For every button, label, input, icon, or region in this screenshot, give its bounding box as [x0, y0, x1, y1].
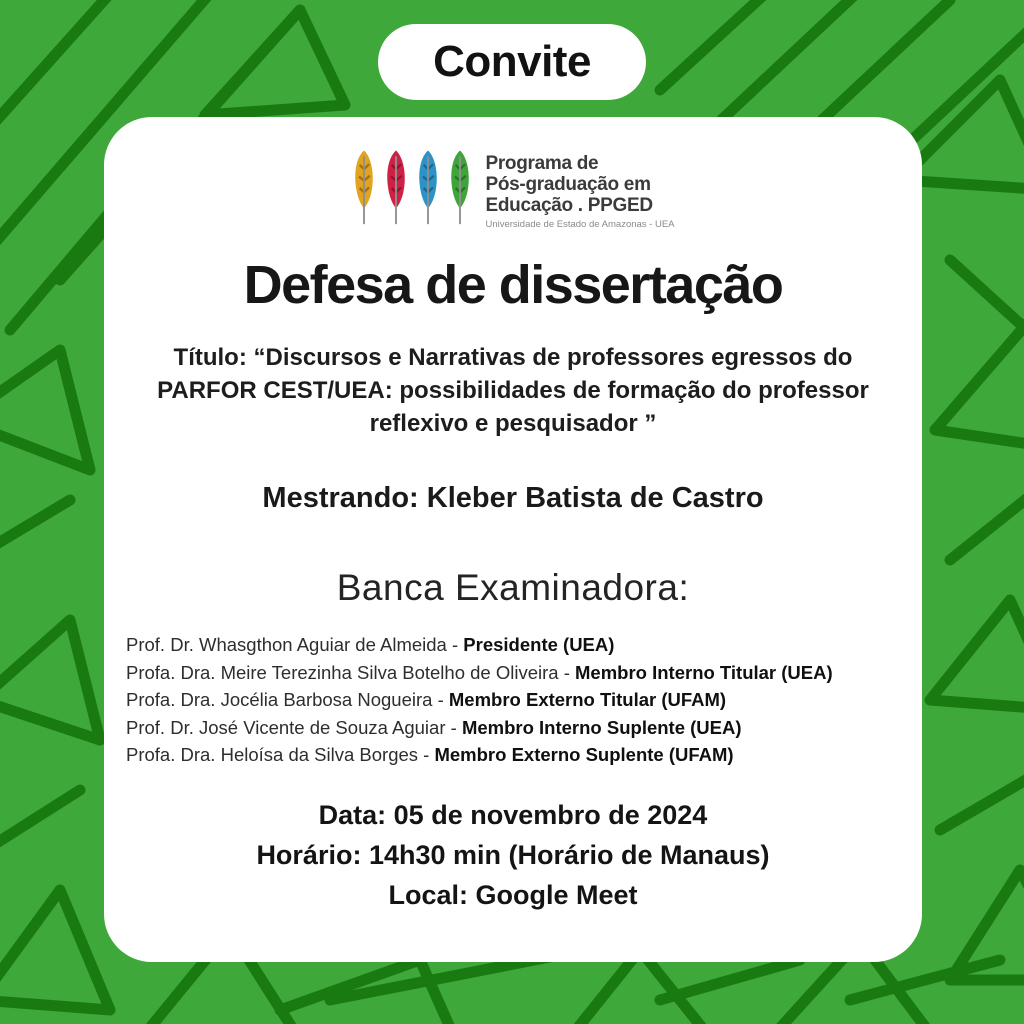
event-time: Horário: 14h30 min (Horário de Manaus): [256, 839, 770, 870]
student-line: Mestrando: Kleber Batista de Castro: [262, 482, 764, 515]
convite-badge-label: Convite: [433, 37, 591, 86]
feather-green-icon: [447, 149, 473, 227]
committee-member: [126, 714, 902, 742]
committee-member: [126, 686, 902, 714]
member-role: Presidente (UEA): [463, 634, 615, 656]
member-role: Membro Interno Suplente (UEA): [461, 716, 742, 738]
committee-member: [126, 659, 902, 687]
program-name: [485, 153, 674, 230]
committee-member: [126, 631, 902, 659]
member-name: Prof. Dr. José Vicente de Souza Aguiar: [126, 716, 446, 738]
member-name: Profa. Dra. Heloísa da Silva Borges: [126, 744, 419, 766]
member-name: Profa. Dra. Meire Terezinha Silva Botelho de Oliveira: [126, 661, 564, 683]
dissertation-title-text: “Discursos e Narrativas de professores egressos do PARFOR CEST/UEA: possibilidades de formação do professor reflexivo e pesquisador ”: [157, 344, 869, 438]
member-separator: -: [450, 716, 457, 738]
convite-badge: [378, 24, 646, 100]
event-location: Local: Google Meet: [388, 879, 638, 910]
committee-member: [126, 741, 902, 769]
event-date: Data: 05 de novembro de 2024: [318, 799, 708, 830]
member-role: Membro Externo Titular (UFAM): [448, 689, 727, 711]
program-line-1: Programa de: [485, 153, 599, 174]
feathers-icon: [351, 149, 473, 227]
feather-yellow-icon: [351, 149, 377, 227]
ppged-logo: [351, 149, 674, 230]
member-separator: -: [423, 744, 430, 766]
member-name: Profa. Dra. Jocélia Barbosa Nogueira: [126, 689, 433, 711]
page-title: Defesa de dissertação: [243, 255, 783, 315]
member-separator: -: [563, 661, 570, 683]
invitation-card: [104, 117, 922, 962]
university-name: Universidade de Estado de Amazonas - UEA: [485, 219, 675, 230]
feather-blue-icon: [415, 149, 441, 227]
committee-list: [124, 631, 902, 769]
member-name: Prof. Dr. Whasgthon Aguiar de Almeida: [126, 634, 447, 656]
event-details: [256, 795, 769, 915]
member-role: Membro Externo Suplente (UFAM): [434, 744, 734, 766]
committee-heading: Banca Examinadora:: [336, 567, 690, 609]
member-role: Membro Interno Titular (UEA): [575, 661, 833, 683]
member-separator: -: [437, 689, 444, 711]
dissertation-title-label: Título:: [173, 344, 247, 372]
member-separator: -: [451, 634, 459, 656]
dissertation-title: [139, 341, 887, 440]
program-line-3: Educação . PPGED: [485, 195, 653, 216]
feather-red-icon: [383, 149, 409, 227]
program-line-2: Pós-graduação em: [485, 174, 651, 195]
